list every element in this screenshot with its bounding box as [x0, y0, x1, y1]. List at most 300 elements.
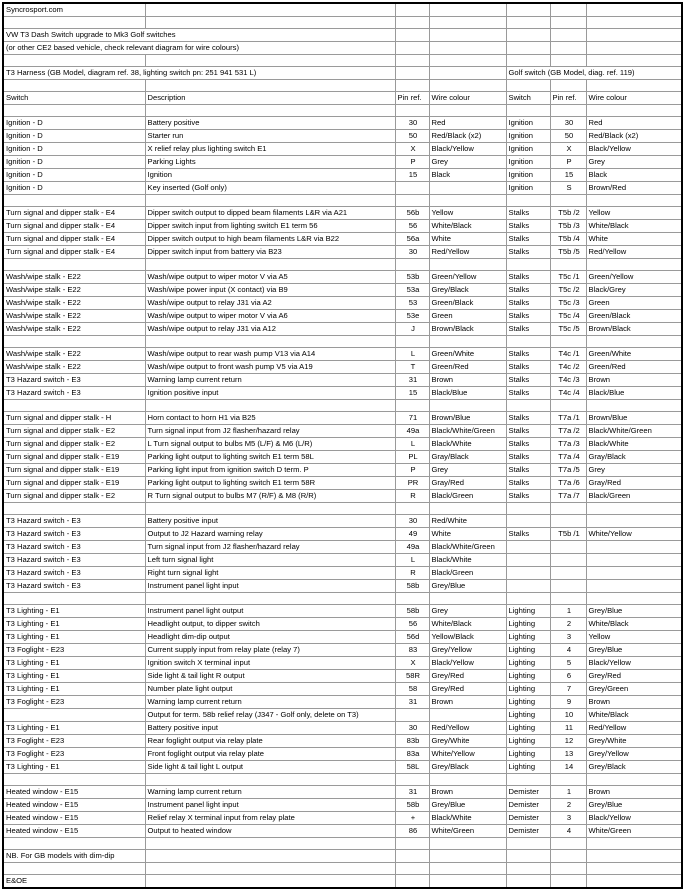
cell-pin-ref: 56	[395, 618, 429, 631]
cell-description: Wash/wipe output to relay J31 via A12	[145, 323, 395, 336]
cell-wire-colour: Yellow/Black	[429, 631, 506, 644]
cell-pin-ref: 58R	[395, 670, 429, 683]
table-row	[3, 156, 682, 169]
disclaimer-text: E&OE	[3, 875, 145, 889]
cell-golf-wire-colour: White/Yellow	[586, 528, 682, 541]
empty-cell	[3, 400, 145, 412]
cell-golf-pin-ref: 7	[550, 683, 586, 696]
empty-cell	[145, 875, 395, 889]
cell-pin-ref: 30	[395, 117, 429, 130]
cell-wire-colour: Grey	[429, 605, 506, 618]
cell-wire-colour: Grey	[429, 156, 506, 169]
table-row	[3, 786, 682, 799]
cell-switch: Turn signal and dipper stalk - E4	[3, 220, 145, 233]
cell-golf-wire-colour: Brown	[586, 696, 682, 709]
empty-cell	[395, 105, 429, 117]
cell-golf-pin-ref: T7a /6	[550, 477, 586, 490]
cell-golf-switch: Ignition	[506, 156, 550, 169]
cell-wire-colour: White	[429, 233, 506, 246]
cell-description: Key inserted (Golf only)	[145, 182, 395, 195]
empty-cell	[429, 875, 506, 889]
cell-pin-ref: PR	[395, 477, 429, 490]
cell-pin-ref: 30	[395, 722, 429, 735]
empty-cell	[506, 195, 550, 207]
empty-cell	[506, 17, 550, 29]
empty-cell	[550, 503, 586, 515]
cell-description: Output to heated window	[145, 825, 395, 838]
cell-wire-colour: Brown/Blue	[429, 412, 506, 425]
empty-cell	[586, 42, 682, 55]
cell-golf-wire-colour: Grey	[586, 464, 682, 477]
cell-pin-ref: 58b	[395, 580, 429, 593]
empty-cell	[145, 259, 395, 271]
doc-title: VW T3 Dash Switch upgrade to Mk3 Golf switches	[3, 29, 395, 42]
cell-description: Instrument panel light input	[145, 799, 395, 812]
cell-pin-ref: 31	[395, 786, 429, 799]
cell-golf-wire-colour: White	[586, 233, 682, 246]
empty-cell	[429, 80, 506, 92]
cell-golf-switch: Ignition	[506, 117, 550, 130]
cell-switch: T3 Hazard switch - E3	[3, 528, 145, 541]
cell-wire-colour	[429, 709, 506, 722]
cell-golf-pin-ref: T4c /3	[550, 374, 586, 387]
empty-cell	[550, 850, 586, 863]
cell-pin-ref: +	[395, 812, 429, 825]
cell-golf-wire-colour: White/Green	[586, 825, 682, 838]
cell-switch: Turn signal and dipper stalk - E19	[3, 477, 145, 490]
cell-golf-wire-colour: Gray/Red	[586, 477, 682, 490]
table-row	[3, 709, 682, 722]
cell-golf-switch: Stalks	[506, 438, 550, 451]
empty-cell	[145, 105, 395, 117]
cell-golf-pin-ref	[550, 541, 586, 554]
wiring-reference-table	[2, 2, 683, 889]
empty-cell	[395, 593, 429, 605]
cell-golf-wire-colour: Grey/Red	[586, 670, 682, 683]
cell-switch: T3 Hazard switch - E3	[3, 374, 145, 387]
empty-cell	[395, 55, 429, 67]
cell-switch: Ignition - D	[3, 182, 145, 195]
table-row	[3, 130, 682, 143]
empty-cell	[395, 3, 429, 17]
table-row	[3, 657, 682, 670]
cell-golf-pin-ref: 15	[550, 169, 586, 182]
cell-description: Wash/wipe output to wiper motor V via A6	[145, 310, 395, 323]
cell-description: Side light & tail light L output	[145, 761, 395, 774]
cell-description: X relief relay plus lighting switch E1	[145, 143, 395, 156]
cell-description: Turn signal input from J2 flasher/hazard relay	[145, 541, 395, 554]
cell-golf-switch: Stalks	[506, 233, 550, 246]
cell-pin-ref: 15	[395, 169, 429, 182]
empty-cell	[506, 105, 550, 117]
cell-golf-wire-colour: Brown	[586, 374, 682, 387]
cell-golf-wire-colour: Red	[586, 117, 682, 130]
empty-cell	[586, 17, 682, 29]
cell-description: Ignition positive input	[145, 387, 395, 400]
cell-golf-switch: Lighting	[506, 631, 550, 644]
empty-cell	[506, 80, 550, 92]
doc-subtitle-row	[3, 42, 682, 55]
cell-golf-wire-colour: Black/White/Green	[586, 425, 682, 438]
cell-pin-ref: X	[395, 143, 429, 156]
cell-golf-wire-colour: Black/Blue	[586, 387, 682, 400]
cell-golf-wire-colour	[586, 580, 682, 593]
cell-switch: T3 Foglight - E23	[3, 748, 145, 761]
table-row	[3, 117, 682, 130]
cell-pin-ref: 56a	[395, 233, 429, 246]
empty-cell	[395, 80, 429, 92]
cell-pin-ref: 56	[395, 220, 429, 233]
cell-description: Front foglight output via relay plate	[145, 748, 395, 761]
spacer-row	[3, 17, 682, 29]
empty-cell	[586, 503, 682, 515]
empty-cell	[586, 80, 682, 92]
cell-switch: T3 Foglight - E23	[3, 735, 145, 748]
cell-description: Dipper switch input from battery via B23	[145, 246, 395, 259]
cell-golf-switch: Ignition	[506, 169, 550, 182]
cell-pin-ref: 58b	[395, 605, 429, 618]
cell-golf-pin-ref: 3	[550, 631, 586, 644]
cell-golf-wire-colour: Brown/Blue	[586, 412, 682, 425]
table-row	[3, 246, 682, 259]
cell-switch: Heated window - E15	[3, 825, 145, 838]
left-group-header: T3 Harness (GB Model, diagram ref. 38, lighting switch pn: 251 941 531 L)	[3, 67, 395, 80]
table-row	[3, 735, 682, 748]
cell-wire-colour: Black/White/Green	[429, 425, 506, 438]
cell-description: Wash/wipe output to relay J31 via A2	[145, 297, 395, 310]
cell-switch: Turn signal and dipper stalk - E4	[3, 207, 145, 220]
cell-golf-pin-ref: T5c /2	[550, 284, 586, 297]
cell-description: L Turn signal output to bulbs M5 (L/F) & M6 (L/R)	[145, 438, 395, 451]
cell-switch: T3 Hazard switch - E3	[3, 580, 145, 593]
cell-pin-ref: R	[395, 567, 429, 580]
cell-switch: T3 Lighting - E1	[3, 657, 145, 670]
cell-golf-pin-ref: T4c /1	[550, 348, 586, 361]
table-row	[3, 220, 682, 233]
cell-switch: T3 Foglight - E23	[3, 644, 145, 657]
spacer-row	[3, 593, 682, 605]
cell-switch: Heated window - E15	[3, 799, 145, 812]
cell-pin-ref: 31	[395, 696, 429, 709]
table-row	[3, 464, 682, 477]
empty-cell	[3, 105, 145, 117]
empty-cell	[395, 67, 429, 80]
cell-golf-pin-ref: T7a /5	[550, 464, 586, 477]
empty-cell	[429, 863, 506, 875]
cell-pin-ref: J	[395, 323, 429, 336]
table-row	[3, 528, 682, 541]
empty-cell	[550, 863, 586, 875]
empty-cell	[429, 838, 506, 850]
cell-switch: T3 Lighting - E1	[3, 761, 145, 774]
cell-golf-switch: Lighting	[506, 618, 550, 631]
cell-pin-ref: 30	[395, 515, 429, 528]
cell-wire-colour: Red/Yellow	[429, 722, 506, 735]
cell-pin-ref: X	[395, 657, 429, 670]
cell-switch: Turn signal and dipper stalk - E4	[3, 246, 145, 259]
cell-pin-ref: 30	[395, 246, 429, 259]
cell-golf-pin-ref: 14	[550, 761, 586, 774]
cell-pin-ref: L	[395, 438, 429, 451]
empty-cell	[145, 195, 395, 207]
spacer-row	[3, 838, 682, 850]
cell-wire-colour: Brown	[429, 786, 506, 799]
empty-cell	[3, 17, 145, 29]
empty-cell	[550, 838, 586, 850]
cell-golf-wire-colour: White/Black	[586, 709, 682, 722]
cell-pin-ref: 58	[395, 683, 429, 696]
cell-golf-pin-ref: T5b /3	[550, 220, 586, 233]
cell-wire-colour: White/Green	[429, 825, 506, 838]
cell-switch: Ignition - D	[3, 117, 145, 130]
empty-cell	[586, 259, 682, 271]
empty-cell	[3, 195, 145, 207]
cell-golf-pin-ref: X	[550, 143, 586, 156]
cell-golf-wire-colour	[586, 567, 682, 580]
cell-golf-wire-colour: Red/Black (x2)	[586, 130, 682, 143]
empty-cell	[3, 593, 145, 605]
cell-pin-ref: P	[395, 464, 429, 477]
cell-golf-switch: Stalks	[506, 464, 550, 477]
cell-description: Headlight output, to dipper switch	[145, 618, 395, 631]
cell-golf-wire-colour: White/Black	[586, 220, 682, 233]
cell-golf-pin-ref: 3	[550, 812, 586, 825]
cell-golf-wire-colour: Grey/Black	[586, 761, 682, 774]
cell-wire-colour: Black/Green	[429, 490, 506, 503]
cell-pin-ref	[395, 709, 429, 722]
cell-switch: Wash/wipe stalk - E22	[3, 323, 145, 336]
cell-golf-wire-colour	[586, 541, 682, 554]
cell-golf-pin-ref	[550, 567, 586, 580]
cell-switch: T3 Lighting - E1	[3, 670, 145, 683]
cell-wire-colour: Black/White	[429, 438, 506, 451]
empty-cell	[506, 29, 550, 42]
empty-cell	[3, 259, 145, 271]
cell-golf-switch	[506, 554, 550, 567]
cell-golf-switch: Stalks	[506, 490, 550, 503]
table-row	[3, 799, 682, 812]
cell-switch: T3 Lighting - E1	[3, 618, 145, 631]
spacer-row	[3, 400, 682, 412]
cell-golf-pin-ref	[550, 554, 586, 567]
table-row	[3, 425, 682, 438]
cell-golf-wire-colour	[586, 554, 682, 567]
table-row	[3, 567, 682, 580]
cell-golf-wire-colour: Gray/Black	[586, 451, 682, 464]
cell-switch: T3 Foglight - E23	[3, 696, 145, 709]
cell-golf-wire-colour: White/Black	[586, 618, 682, 631]
cell-wire-colour: Green/White	[429, 348, 506, 361]
empty-cell	[429, 67, 506, 80]
empty-cell	[145, 3, 395, 17]
cell-golf-switch: Stalks	[506, 451, 550, 464]
table-row	[3, 761, 682, 774]
cell-golf-switch: Stalks	[506, 207, 550, 220]
empty-cell	[586, 400, 682, 412]
footnote-text: NB. For GB models with dim-dip	[3, 850, 145, 863]
table-row	[3, 812, 682, 825]
spacer-row	[3, 55, 682, 67]
cell-description: Wash/wipe output to rear wash pump V13 via A14	[145, 348, 395, 361]
empty-cell	[506, 875, 550, 889]
cell-wire-colour: Grey	[429, 464, 506, 477]
cell-golf-switch: Lighting	[506, 748, 550, 761]
cell-golf-pin-ref: 1	[550, 786, 586, 799]
cell-golf-switch: Lighting	[506, 605, 550, 618]
cell-golf-switch: Stalks	[506, 246, 550, 259]
empty-cell	[395, 774, 429, 786]
cell-description: Wash/wipe output to wiper motor V via A5	[145, 271, 395, 284]
table-row	[3, 169, 682, 182]
cell-description: Battery positive	[145, 117, 395, 130]
cell-description: Parking Lights	[145, 156, 395, 169]
empty-cell	[586, 875, 682, 889]
cell-wire-colour: Red/Black (x2)	[429, 130, 506, 143]
cell-golf-switch	[506, 567, 550, 580]
cell-golf-wire-colour: Black/Green	[586, 490, 682, 503]
cell-golf-pin-ref: 30	[550, 117, 586, 130]
empty-cell	[429, 55, 506, 67]
cell-pin-ref: L	[395, 554, 429, 567]
cell-pin-ref: 58b	[395, 799, 429, 812]
table-row	[3, 631, 682, 644]
cell-switch: Turn signal and dipper stalk - E2	[3, 438, 145, 451]
cell-wire-colour: Grey/Red	[429, 670, 506, 683]
cell-golf-pin-ref: T5c /5	[550, 323, 586, 336]
cell-switch	[3, 709, 145, 722]
empty-cell	[550, 3, 586, 17]
cell-switch: T3 Hazard switch - E3	[3, 541, 145, 554]
cell-golf-switch: Demister	[506, 812, 550, 825]
cell-description: Parking light input from ignition switch D term. P	[145, 464, 395, 477]
cell-wire-colour: Black/Blue	[429, 387, 506, 400]
site-title: Syncrosport.com	[3, 3, 145, 17]
cell-golf-switch: Stalks	[506, 323, 550, 336]
empty-cell	[506, 774, 550, 786]
cell-description: Ignition	[145, 169, 395, 182]
doc-subtitle: (or other CE2 based vehicle, check relevant diagram for wire colours)	[3, 42, 395, 55]
empty-cell	[145, 850, 395, 863]
cell-wire-colour: Black/Green	[429, 567, 506, 580]
cell-golf-pin-ref: 2	[550, 618, 586, 631]
column-header-row	[3, 92, 682, 105]
cell-wire-colour: White/Black	[429, 618, 506, 631]
empty-cell	[145, 503, 395, 515]
empty-cell	[506, 838, 550, 850]
empty-cell	[395, 503, 429, 515]
empty-cell	[506, 42, 550, 55]
cell-golf-switch: Stalks	[506, 361, 550, 374]
table-row	[3, 207, 682, 220]
empty-cell	[586, 838, 682, 850]
empty-cell	[429, 42, 506, 55]
cell-golf-wire-colour: Grey/Green	[586, 683, 682, 696]
cell-switch: Ignition - D	[3, 169, 145, 182]
cell-wire-colour: Brown	[429, 696, 506, 709]
table-row	[3, 477, 682, 490]
cell-wire-colour: Grey/Blue	[429, 580, 506, 593]
empty-cell	[429, 29, 506, 42]
cell-golf-pin-ref: T5b /5	[550, 246, 586, 259]
cell-switch: T3 Lighting - E1	[3, 605, 145, 618]
cell-golf-wire-colour: Red/Yellow	[586, 722, 682, 735]
cell-golf-switch	[506, 515, 550, 528]
cell-golf-switch: Stalks	[506, 271, 550, 284]
cell-switch: Ignition - D	[3, 143, 145, 156]
cell-description: Warning lamp current return	[145, 786, 395, 799]
cell-pin-ref: 83b	[395, 735, 429, 748]
cell-golf-switch	[506, 580, 550, 593]
cell-wire-colour: Brown	[429, 374, 506, 387]
empty-cell	[429, 105, 506, 117]
empty-cell	[506, 55, 550, 67]
spacer-row	[3, 336, 682, 348]
empty-cell	[586, 336, 682, 348]
cell-golf-switch: Ignition	[506, 182, 550, 195]
cell-description: Warning lamp current return	[145, 374, 395, 387]
cell-switch: Turn signal and dipper stalk - E2	[3, 425, 145, 438]
cell-golf-pin-ref: 4	[550, 644, 586, 657]
cell-golf-pin-ref: T7a /7	[550, 490, 586, 503]
table-row	[3, 310, 682, 323]
table-row	[3, 541, 682, 554]
cell-golf-pin-ref: T5b /1	[550, 528, 586, 541]
cell-wire-colour: Grey/Black	[429, 284, 506, 297]
cell-wire-colour: Green/Red	[429, 361, 506, 374]
empty-cell	[550, 55, 586, 67]
cell-golf-switch: Stalks	[506, 297, 550, 310]
cell-pin-ref: 56b	[395, 207, 429, 220]
table-row	[3, 361, 682, 374]
cell-golf-pin-ref: T4c /2	[550, 361, 586, 374]
empty-cell	[3, 863, 145, 875]
cell-pin-ref: 15	[395, 387, 429, 400]
cell-golf-switch: Lighting	[506, 735, 550, 748]
empty-cell	[550, 42, 586, 55]
cell-golf-wire-colour: Yellow	[586, 631, 682, 644]
empty-cell	[506, 336, 550, 348]
cell-description: Battery positive input	[145, 722, 395, 735]
spacer-row	[3, 195, 682, 207]
cell-pin-ref: 71	[395, 412, 429, 425]
cell-wire-colour: Black	[429, 169, 506, 182]
cell-description: Relief relay X terminal input from relay plate	[145, 812, 395, 825]
cell-description: R Turn signal output to bulbs M7 (R/F) & M8 (R/R)	[145, 490, 395, 503]
empty-cell	[506, 503, 550, 515]
site-title-row	[3, 3, 682, 17]
cell-golf-pin-ref: 9	[550, 696, 586, 709]
empty-cell	[550, 105, 586, 117]
cell-description: Parking light output to lighting switch E1 term 58R	[145, 477, 395, 490]
cell-golf-wire-colour: Black	[586, 169, 682, 182]
empty-cell	[395, 336, 429, 348]
empty-cell	[395, 29, 429, 42]
table-row	[3, 605, 682, 618]
cell-golf-wire-colour: Grey/Blue	[586, 799, 682, 812]
cell-golf-wire-colour: Black/Grey	[586, 284, 682, 297]
cell-wire-colour: Gray/Red	[429, 477, 506, 490]
table-row	[3, 143, 682, 156]
cell-pin-ref: 83	[395, 644, 429, 657]
cell-golf-pin-ref: 13	[550, 748, 586, 761]
cell-wire-colour: Yellow	[429, 207, 506, 220]
cell-switch: Turn signal and dipper stalk - E4	[3, 233, 145, 246]
empty-cell	[145, 55, 395, 67]
empty-cell	[550, 195, 586, 207]
cell-description: Instrument panel light output	[145, 605, 395, 618]
empty-cell	[145, 17, 395, 29]
cell-description: Headlight dim-dip output	[145, 631, 395, 644]
